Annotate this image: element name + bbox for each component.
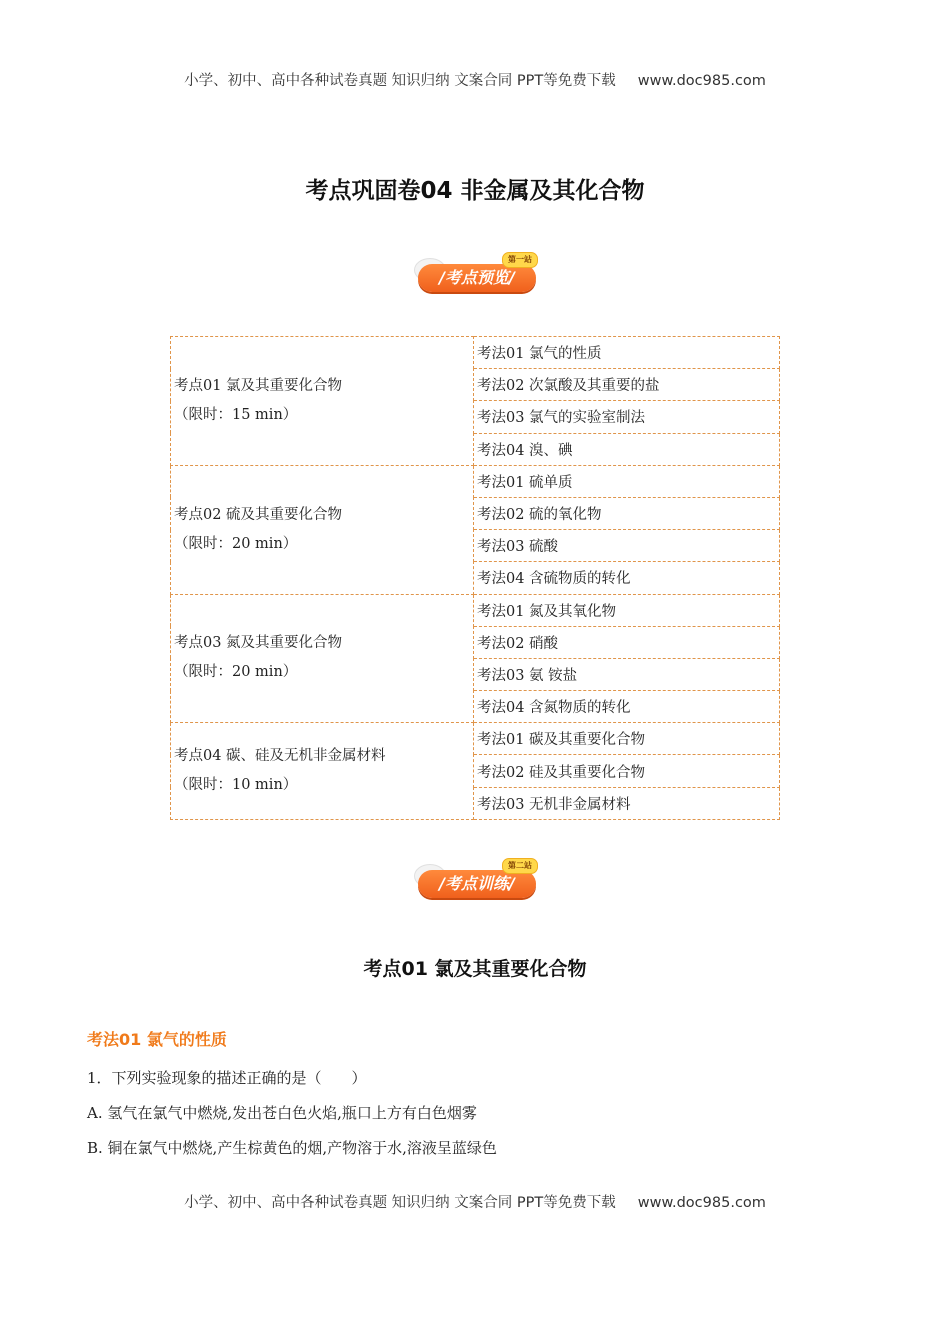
method-cell: 考法03 硫酸 bbox=[474, 530, 780, 562]
method-cell: 考法03 无机非金属材料 bbox=[474, 787, 780, 819]
training-badge-label: /考点训练/ bbox=[418, 870, 536, 898]
question-stem: 1．下列实验现象的描述正确的是（ ） bbox=[87, 1069, 367, 1087]
topic-cell bbox=[171, 465, 474, 594]
method-cell: 考法03 氨 铵盐 bbox=[474, 658, 780, 690]
preview-badge bbox=[412, 252, 540, 298]
topic-time-limit: （限时：10 min） bbox=[174, 777, 298, 794]
page-title: 考点巩固卷04 非金属及其化合物 bbox=[305, 178, 645, 204]
training-badge bbox=[412, 858, 540, 904]
footer-site-link[interactable]: www.doc985.com bbox=[637, 1195, 766, 1211]
topic-name: 考点04 碳、硅及无机非金属材料 bbox=[174, 748, 386, 765]
question-option-b: B. 铜在氯气中燃烧,产生棕黄色的烟,产物溶于水,溶液呈蓝绿色 bbox=[87, 1139, 497, 1157]
topic-name: 考点02 硫及其重要化合物 bbox=[174, 506, 343, 523]
overview-row bbox=[171, 465, 780, 497]
topic-cell bbox=[171, 723, 474, 820]
page-header bbox=[0, 69, 950, 90]
topic-cell bbox=[171, 337, 474, 466]
section-title: 考点01 氯及其重要化合物 bbox=[363, 958, 587, 980]
method-cell: 考法03 氯气的实验室制法 bbox=[474, 401, 780, 433]
overview-table bbox=[170, 336, 780, 820]
preview-badge-label: /考点预览/ bbox=[418, 264, 536, 292]
method-cell: 考法01 硫单质 bbox=[474, 465, 780, 497]
topic-name: 考点03 氮及其重要化合物 bbox=[174, 635, 343, 652]
preview-badge-tag: 第一站 bbox=[502, 252, 538, 268]
method-cell: 考法02 硫的氧化物 bbox=[474, 497, 780, 529]
topic-time-limit: （限时：20 min） bbox=[174, 664, 298, 681]
method-cell: 考法02 次氯酸及其重要的盐 bbox=[474, 369, 780, 401]
method-cell: 考法01 碳及其重要化合物 bbox=[474, 723, 780, 755]
method-cell: 考法04 溴、碘 bbox=[474, 433, 780, 465]
topic-time-limit: （限时：15 min） bbox=[174, 406, 298, 423]
topic-name: 考点01 氯及其重要化合物 bbox=[174, 377, 343, 394]
header-text: 小学、初中、高中各种试卷真题 知识归纳 文案合同 PPT等免费下载 bbox=[184, 73, 616, 89]
topic-cell bbox=[171, 594, 474, 723]
method-cell: 考法01 氮及其氧化物 bbox=[474, 594, 780, 626]
method-cell: 考法04 含硫物质的转化 bbox=[474, 562, 780, 594]
method-title: 考法01 氯气的性质 bbox=[87, 1030, 227, 1049]
overview-row bbox=[171, 337, 780, 369]
header-site-link[interactable]: www.doc985.com bbox=[637, 73, 766, 89]
page-footer bbox=[0, 1191, 950, 1212]
training-badge-tag: 第二站 bbox=[502, 858, 538, 874]
topic-time-limit: （限时：20 min） bbox=[174, 535, 298, 552]
overview-row bbox=[171, 723, 780, 755]
footer-text: 小学、初中、高中各种试卷真题 知识归纳 文案合同 PPT等免费下载 bbox=[184, 1195, 616, 1211]
method-cell: 考法02 硝酸 bbox=[474, 626, 780, 658]
overview-row bbox=[171, 594, 780, 626]
method-cell: 考法04 含氮物质的转化 bbox=[474, 691, 780, 723]
question-option-a: A. 氢气在氯气中燃烧,发出苍白色火焰,瓶口上方有白色烟雾 bbox=[87, 1104, 477, 1122]
method-cell: 考法01 氯气的性质 bbox=[474, 337, 780, 369]
method-cell: 考法02 硅及其重要化合物 bbox=[474, 755, 780, 787]
